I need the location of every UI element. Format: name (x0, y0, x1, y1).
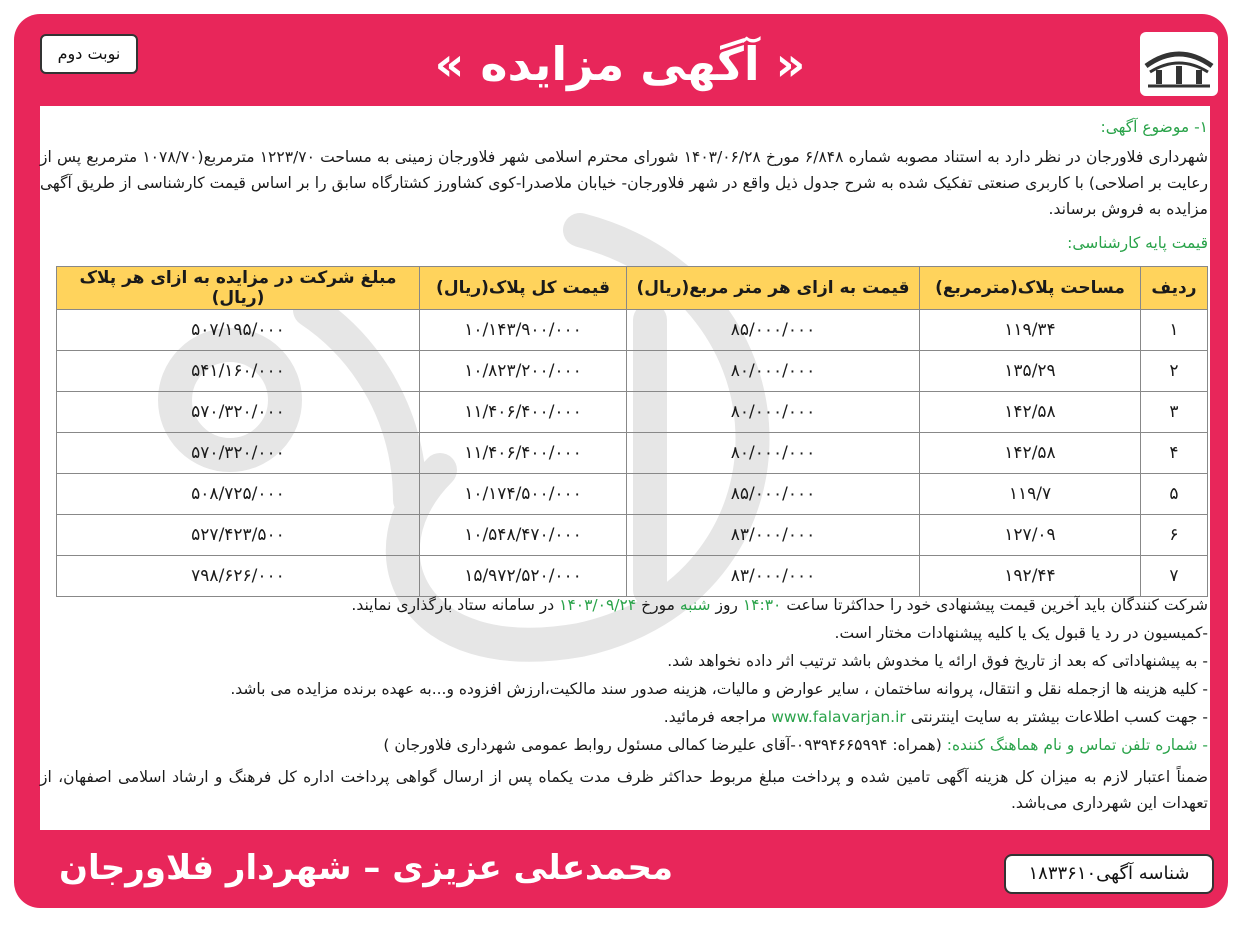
cell-bid-deposit: ۵۲۷/۴۲۳/۵۰۰ (57, 515, 420, 556)
cell-bid-deposit: ۷۹۸/۶۲۶/۰۰۰ (57, 556, 420, 597)
cell-bid-deposit: ۵۷۰/۳۲۰/۰۰۰ (57, 433, 420, 474)
section-heading: ۱- موضوع آگهی: (1100, 118, 1208, 136)
ad-id-badge: شناسه آگهی۱۸۳۳۶۱۰ (1004, 854, 1214, 894)
note-late-bids: - به پیشنهاداتی که بعد از تاریخ فوق ارائه یا مخدوش باشد ترتیب اثر داده نخواهد شد. (667, 652, 1208, 670)
note-contact: - شماره تلفن تماس و نام هماهنگ کننده: (همراه: ۰۹۳۹۴۶۶۵۹۹۴-آقای علیرضا کمالی مسئول روابط عمومی شهرداری فلاورجان ) (383, 736, 1208, 754)
cell-row: ۱ (1141, 310, 1208, 351)
col-row: ردیف (1141, 267, 1208, 310)
base-price-heading: قیمت پایه کارشناسی: (1067, 234, 1208, 252)
cell-row: ۵ (1141, 474, 1208, 515)
cell-row: ۶ (1141, 515, 1208, 556)
table-header-row (57, 267, 1208, 310)
subject-paragraph: شهرداری فلاورجان در نظر دارد به استناد مصوبه شماره ۶/۸۴۸ مورخ ۱۴۰۳/۰۶/۲۸ شورای محترم اسلامی شهر فلاورجان زمینی به مساحت ۱۲۲۳/۷۰ مترمربع(۱۰۷۸/۷۰ مترمربع پس از رعایت بر اصلاحی) با کاربری صنعتی تفکیک شده به شرح جدول ذیل واقع در شهر فلاورجان- خیابان ملاصدرا-کوی کشاورز کشتارگاه سابق را بر اساس قیمت کارشناسی از طریق آگهی مزایده به فروش برساند. (40, 148, 1208, 218)
cell-bid-deposit: ۵۰۷/۱۹۵/۰۰۰ (57, 310, 420, 351)
table-row (57, 351, 1208, 392)
cell-row: ۳ (1141, 392, 1208, 433)
col-total-price: قیمت کل پلاک(ریال) (420, 267, 627, 310)
cell-total-price: ۱۰/۱۷۴/۵۰۰/۰۰۰ (420, 474, 627, 515)
cell-total-price: ۱۰/۸۲۳/۲۰۰/۰۰۰ (420, 351, 627, 392)
cell-area: ۱۴۲/۵۸ (920, 392, 1141, 433)
cell-row: ۲ (1141, 351, 1208, 392)
round-badge: نوبت دوم (40, 34, 138, 74)
cell-price-per-m2: ۸۰/۰۰۰/۰۰۰ (627, 392, 920, 433)
table-row (57, 474, 1208, 515)
cell-area: ۱۱۹/۳۴ (920, 310, 1141, 351)
deadline-day: شنبه (679, 596, 711, 614)
bridge-logo-icon (1140, 32, 1218, 96)
cell-total-price: ۱۰/۵۴۸/۴۷۰/۰۰۰ (420, 515, 627, 556)
note-website: - جهت کسب اطلاعات بیشتر به سایت اینترنتی www.falavarjan.ir مراجعه فرمائید. (663, 708, 1208, 726)
cell-price-per-m2: ۸۰/۰۰۰/۰۰۰ (627, 433, 920, 474)
cell-area: ۱۳۵/۲۹ (920, 351, 1141, 392)
cell-area: ۱۲۷/۰۹ (920, 515, 1141, 556)
cell-price-per-m2: ۸۳/۰۰۰/۰۰۰ (627, 515, 920, 556)
cell-price-per-m2: ۸۵/۰۰۰/۰۰۰ (627, 310, 920, 351)
deadline-date: ۱۴۰۳/۰۹/۲۴ (559, 596, 637, 614)
deadline-note: شرکت کنندگان باید آخرین قیمت پیشنهادی خود را حداکثرتا ساعت ۱۴:۳۰ روز شنبه مورخ ۱۴۰۳/۰۹/۲۴ در سامانه ستاد بارگذاری نمایند. (351, 596, 1208, 614)
cell-row: ۴ (1141, 433, 1208, 474)
cell-price-per-m2: ۸۳/۰۰۰/۰۰۰ (627, 556, 920, 597)
cell-bid-deposit: ۵۷۰/۳۲۰/۰۰۰ (57, 392, 420, 433)
deadline-time: ۱۴:۳۰ (742, 596, 782, 614)
cell-total-price: ۱۱/۴۰۶/۴۰۰/۰۰۰ (420, 392, 627, 433)
cell-row: ۷ (1141, 556, 1208, 597)
price-table (56, 266, 1208, 597)
cell-area: ۱۴۲/۵۸ (920, 433, 1141, 474)
mayor-signature: محمدعلی عزیزی – شهردار فلاورجان (58, 848, 674, 888)
col-bid-deposit: مبلغ شرکت در مزایده به ازای هر پلاک (ریال) (57, 267, 420, 310)
table-row (57, 392, 1208, 433)
col-price-per-m2: قیمت به ازای هر متر مربع(ریال) (627, 267, 920, 310)
note-funding: ضمناً اعتبار لازم به میزان کل هزینه آگهی تامین شده و پرداخت مبلغ مربوط حداکثر ظرف مدت یکماه پس از ارسال گواهی پرداخت اداره کل فرهنگ و ارشاد اسلامی اصفهان، از تعهدات این شهرداری می‌باشد. (40, 768, 1208, 812)
cell-total-price: ۱۰/۱۴۳/۹۰۰/۰۰۰ (420, 310, 627, 351)
table-row (57, 515, 1208, 556)
cell-bid-deposit: ۵۴۱/۱۶۰/۰۰۰ (57, 351, 420, 392)
website-link[interactable]: www.falavarjan.ir (771, 708, 906, 726)
cell-area: ۱۱۹/۷ (920, 474, 1141, 515)
table-row (57, 433, 1208, 474)
table-row (57, 310, 1208, 351)
cell-bid-deposit: ۵۰۸/۷۲۵/۰۰۰ (57, 474, 420, 515)
cell-price-per-m2: ۸۰/۰۰۰/۰۰۰ (627, 351, 920, 392)
ad-title: « آگهی مزایده » (434, 37, 806, 91)
municipality-logo (1140, 32, 1218, 96)
col-area: مساحت پلاک(مترمربع) (920, 267, 1141, 310)
note-costs: - کلیه هزینه ها ازجمله نقل و انتقال، پروانه ساختمان ، سایر عوارض و مالیات، هزینه صدور سند مالکیت،ارزش افزوده و...به عهده برنده مزایده می باشد. (230, 680, 1208, 698)
table-row (57, 556, 1208, 597)
note-commission: -کمیسیون در رد یا قبول یک یا کلیه پیشنهادات مختار است. (834, 624, 1208, 642)
cell-area: ۱۹۲/۴۴ (920, 556, 1141, 597)
cell-total-price: ۱۱/۴۰۶/۴۰۰/۰۰۰ (420, 433, 627, 474)
cell-total-price: ۱۵/۹۷۲/۵۲۰/۰۰۰ (420, 556, 627, 597)
cell-price-per-m2: ۸۵/۰۰۰/۰۰۰ (627, 474, 920, 515)
